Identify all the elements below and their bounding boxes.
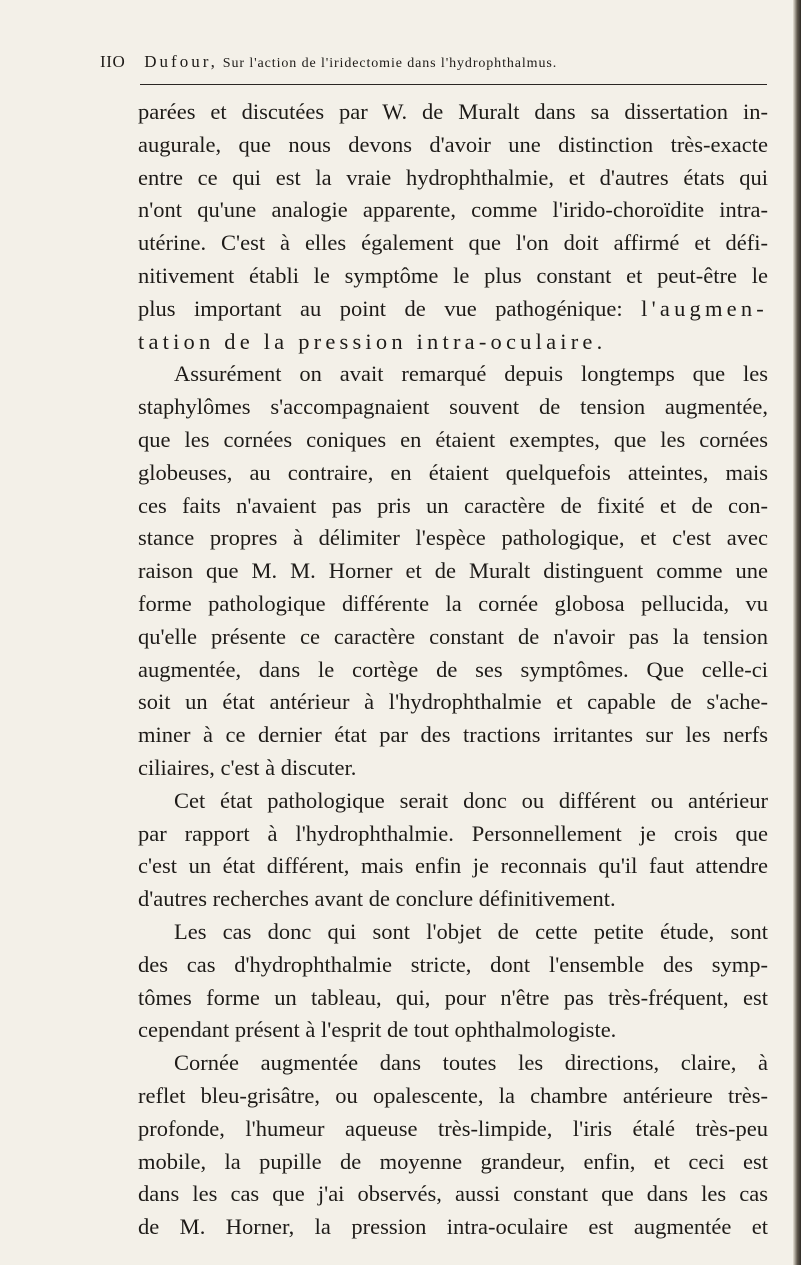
text-line: augurale, que nous devons d'avoir une distinction très-exacte: [138, 131, 768, 157]
paragraph-start-line: Les cas donc qui sont l'objet de cette petite étude, sont: [174, 918, 768, 944]
text-line: [138, 293, 768, 326]
text-line: miner à ce dernier état par des tractions irritantes sur les nerfs: [138, 722, 768, 748]
text-line: qu'elle présente ce caractère constant de n'avoir pas la tension: [138, 623, 768, 649]
header-author: Dufour,: [144, 52, 218, 71]
text-line: utérine. C'est à elles également que l'on doit affirmé et défi-: [138, 230, 768, 256]
text-line: n'ont qu'une analogie apparente, comme l'irido-choroïdite intra-: [138, 197, 768, 223]
header-rule: [140, 84, 767, 85]
paragraph-start-line: Assurément on avait remarqué depuis longtemps que les: [174, 361, 768, 387]
paragraph-end-line: d'autres recherches avant de conclure définitivement.: [138, 886, 616, 912]
text-line: de M. Horner, la pression intra-oculaire est augmentée et: [138, 1214, 768, 1240]
text-line: parées et discutées par W. de Muralt dans sa dissertation in-: [138, 99, 768, 124]
text-line: c'est un état différent, mais enfin je reconnais qu'il faut attendre: [138, 853, 768, 879]
text-line: stance propres à délimiter l'espèce pathologique, et c'est avec: [138, 525, 768, 551]
text-line: entre ce qui est la vraie hydrophthalmie, et d'autres états qui: [138, 164, 768, 190]
text-segment: plus important au point de vue pathogénique:: [138, 295, 623, 321]
text-line: globeuses, au contraire, en étaient quelquefois atteintes, mais: [138, 459, 768, 485]
page-number: IIO: [100, 52, 126, 71]
text-line: des cas d'hydrophthalmie stricte, dont l'ensemble des symp-: [138, 951, 768, 977]
text-line: par rapport à l'hydrophthalmie. Personnellement je crois que: [138, 820, 768, 846]
body-text: [138, 96, 768, 1244]
text-line: ces faits n'avaient pas pris un caractère de fixité et de con-: [138, 492, 768, 518]
paragraph-end-line: cependant présent à l'esprit de tout ophthalmologiste.: [138, 1017, 617, 1043]
text-line: dans les cas que j'ai observés, aussi constant que dans les cas: [138, 1181, 768, 1207]
header-title: Sur l'action de l'iridectomie dans l'hydrophthalmus.: [222, 56, 558, 71]
text-line: soit un état antérieur à l'hydrophthalmie et capable de s'ache-: [138, 689, 768, 715]
emphasized-text: l'augmen-: [641, 295, 768, 321]
text-line: mobile, la pupille de moyenne grandeur, enfin, et ceci est: [138, 1148, 768, 1174]
text-line: nitivement établi le symptôme le plus constant et peut-être le: [138, 262, 768, 288]
text-line: que les cornées coniques en étaient exemptes, que les cornées: [138, 426, 768, 452]
text-line: raison que M. M. Horner et de Muralt distinguent comme une: [138, 558, 768, 584]
text-line: forme pathologique différente la cornée globosa pellucida, vu: [138, 590, 768, 616]
text-line: tômes forme un tableau, qui, pour n'être pas très-fréquent, est: [138, 984, 768, 1010]
text-line: profonde, l'humeur aqueuse très-limpide, l'iris étalé très-peu: [138, 1115, 768, 1141]
paragraph-start-line: Cornée augmentée dans toutes les directions, claire, à: [174, 1050, 768, 1076]
text-line: staphylômes s'accompagnaient souvent de tension augmentée,: [138, 394, 768, 420]
emphasized-text-line: tation de la pression intra-oculaire.: [138, 328, 607, 354]
paragraph-start-line: Cet état pathologique serait donc ou différent ou antérieur: [174, 787, 768, 813]
text-line: reflet bleu-grisâtre, ou opalescente, la chambre antérieure très-: [138, 1082, 768, 1108]
paragraph-end-line: ciliaires, c'est à discuter.: [138, 754, 357, 780]
running-header: [100, 52, 772, 72]
page-edge-shadow: [793, 0, 801, 1265]
text-line: augmentée, dans le cortège de ses symptômes. Que celle-ci: [138, 656, 768, 682]
